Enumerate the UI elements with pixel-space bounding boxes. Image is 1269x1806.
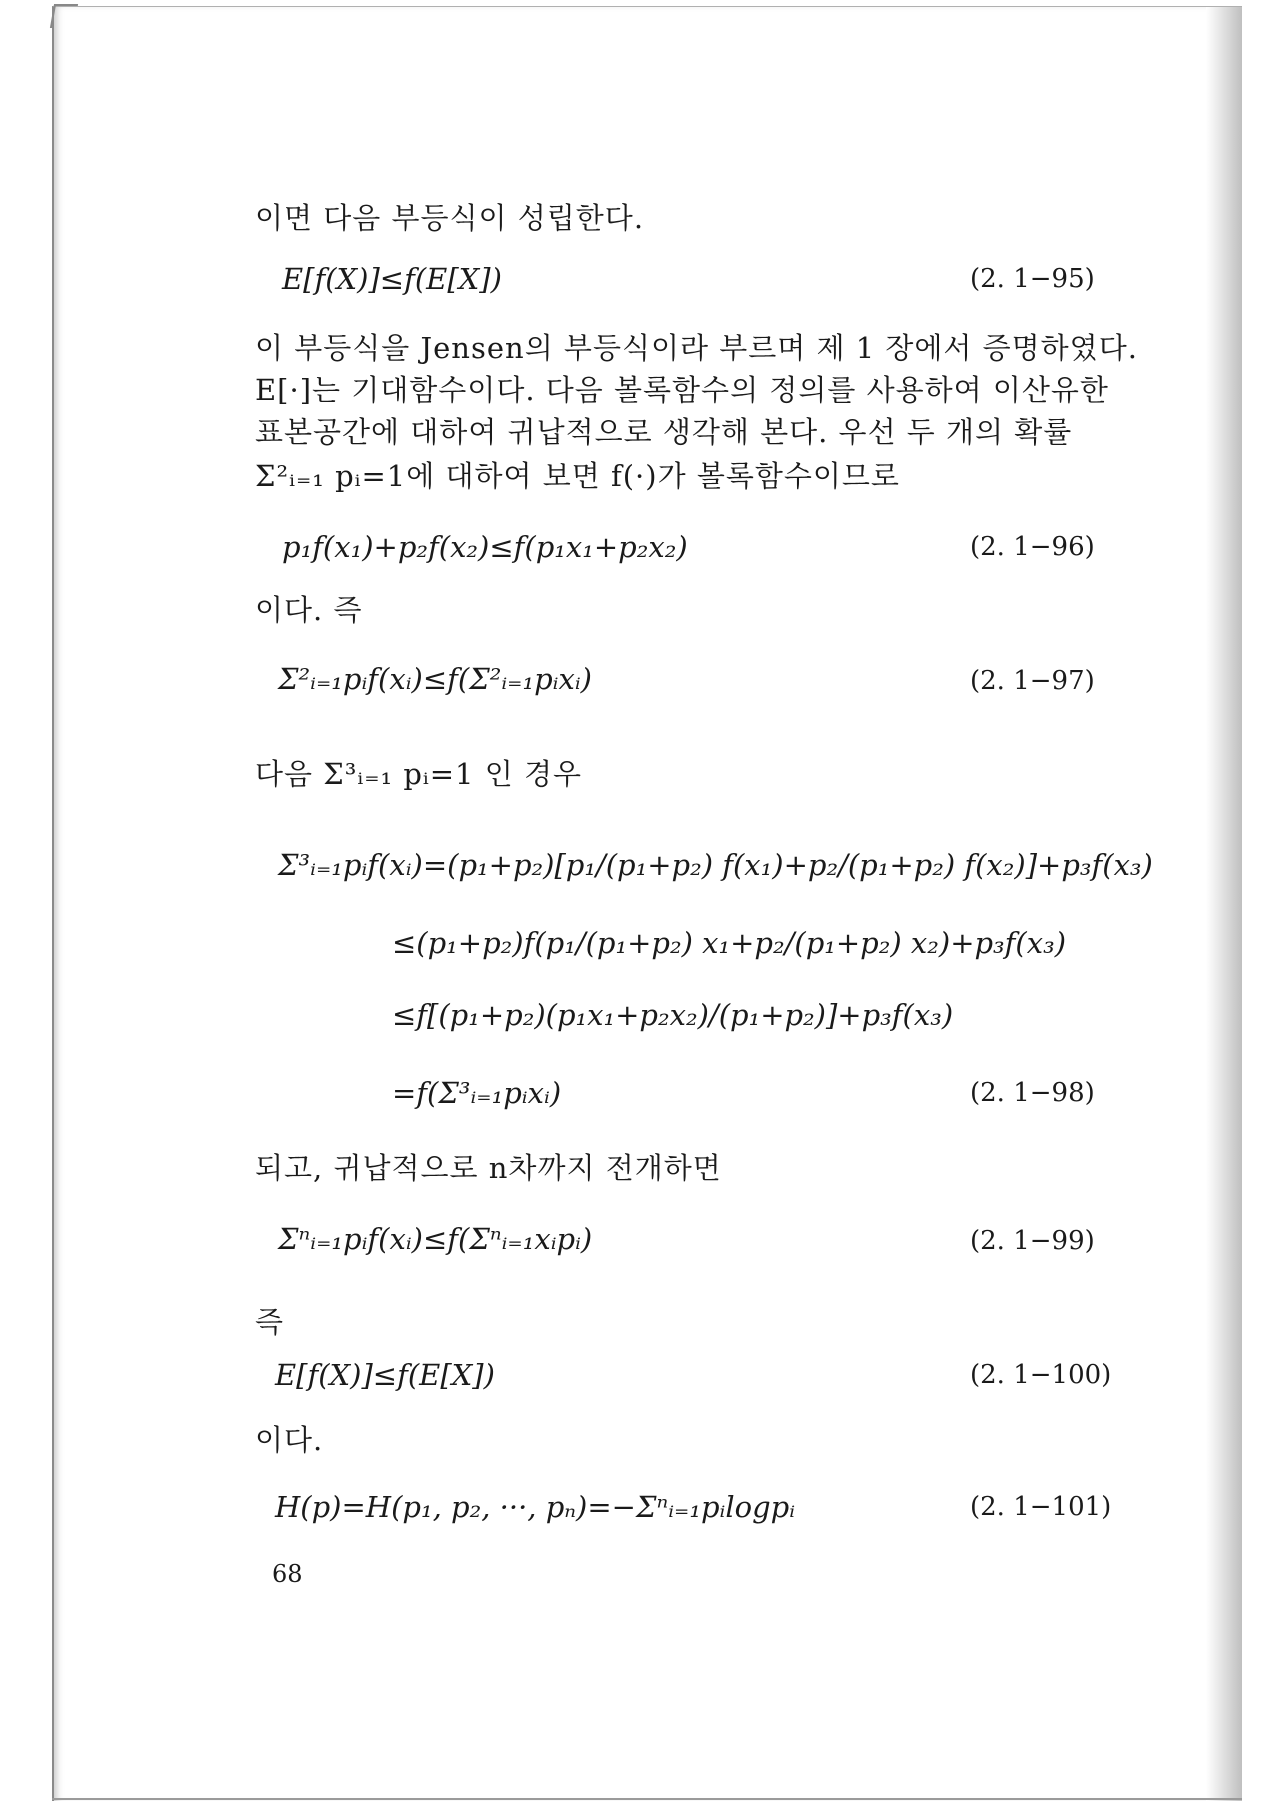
- text-line-9: 즉: [255, 1305, 285, 1339]
- equation-2-1-99: Σⁿᵢ₌₁pᵢf(xᵢ)≤f(Σⁿᵢ₌₁xᵢpᵢ): [278, 1222, 593, 1256]
- equation-2-1-95: E[f(X)]≤f(E[X]): [282, 262, 502, 296]
- text-line-8: 되고, 귀납적으로 n차까지 전개하면: [255, 1151, 722, 1185]
- equation-number-2-1-101: (2. 1−101): [970, 1492, 1112, 1522]
- equation-2-1-98-line-1: Σ³ᵢ₌₁pᵢf(xᵢ)=(p₁+p₂)[p₁/(p₁+p₂) f(x₁)+p₂/(p₁+p₂) f(x₂)]+p₃f(x₃): [278, 848, 1153, 882]
- equation-number-2-1-95: (2. 1−95): [970, 264, 1095, 294]
- page-bottom-edge: [52, 1798, 1242, 1800]
- equation-2-1-98-line-4: =f(Σ³ᵢ₌₁pᵢxᵢ): [392, 1076, 562, 1110]
- text-line-6: 이다. 즉: [255, 593, 363, 627]
- equation-2-1-97: Σ²ᵢ₌₁pᵢf(xᵢ)≤f(Σ²ᵢ₌₁pᵢxᵢ): [278, 662, 592, 696]
- text-line-3: E[·]는 기대함수이다. 다음 볼록함수의 정의를 사용하여 이산유한: [255, 373, 1109, 407]
- equation-2-1-96: p₁f(x₁)+p₂f(x₂)≤f(p₁x₁+p₂x₂): [282, 530, 688, 564]
- text-line-2: 이 부등식을 Jensen의 부등식이라 부르며 제 1 장에서 증명하였다.: [255, 331, 1138, 365]
- equation-2-1-101: H(p)=H(p₁, p₂, ···, pₙ)=−Σⁿᵢ₌₁pᵢlogpᵢ: [275, 1490, 796, 1524]
- equation-number-2-1-97: (2. 1−97): [970, 666, 1095, 696]
- text-line-1: 이면 다음 부등식이 성립한다.: [255, 201, 645, 235]
- page-number: 68: [272, 1560, 303, 1588]
- text-line-4: 표본공간에 대하여 귀납적으로 생각해 본다. 우선 두 개의 확률: [255, 415, 1073, 449]
- page-corner-fold: [50, 4, 78, 28]
- equation-2-1-100: E[f(X)]≤f(E[X]): [275, 1358, 495, 1392]
- equation-number-2-1-96: (2. 1−96): [970, 532, 1095, 562]
- page-edge-shadow: [1206, 7, 1242, 1801]
- equation-number-2-1-100: (2. 1−100): [970, 1360, 1112, 1390]
- text-line-5: Σ²ᵢ₌₁ pᵢ=1에 대하여 보면 f(·)가 볼록함수이므로: [255, 459, 900, 493]
- equation-number-2-1-98: (2. 1−98): [970, 1078, 1095, 1108]
- equation-number-2-1-99: (2. 1−99): [970, 1226, 1095, 1256]
- text-line-7: 다음 Σ³ᵢ₌₁ pᵢ=1 인 경우: [255, 757, 582, 791]
- equation-2-1-98-line-2: ≤(p₁+p₂)f(p₁/(p₁+p₂) x₁+p₂/(p₁+p₂) x₂)+p₃f(x₃): [392, 926, 1067, 960]
- equation-2-1-98-line-3: ≤f[(p₁+p₂)(p₁x₁+p₂x₂)/(p₁+p₂)]+p₃f(x₃): [392, 998, 954, 1032]
- text-line-10: 이다.: [255, 1423, 324, 1457]
